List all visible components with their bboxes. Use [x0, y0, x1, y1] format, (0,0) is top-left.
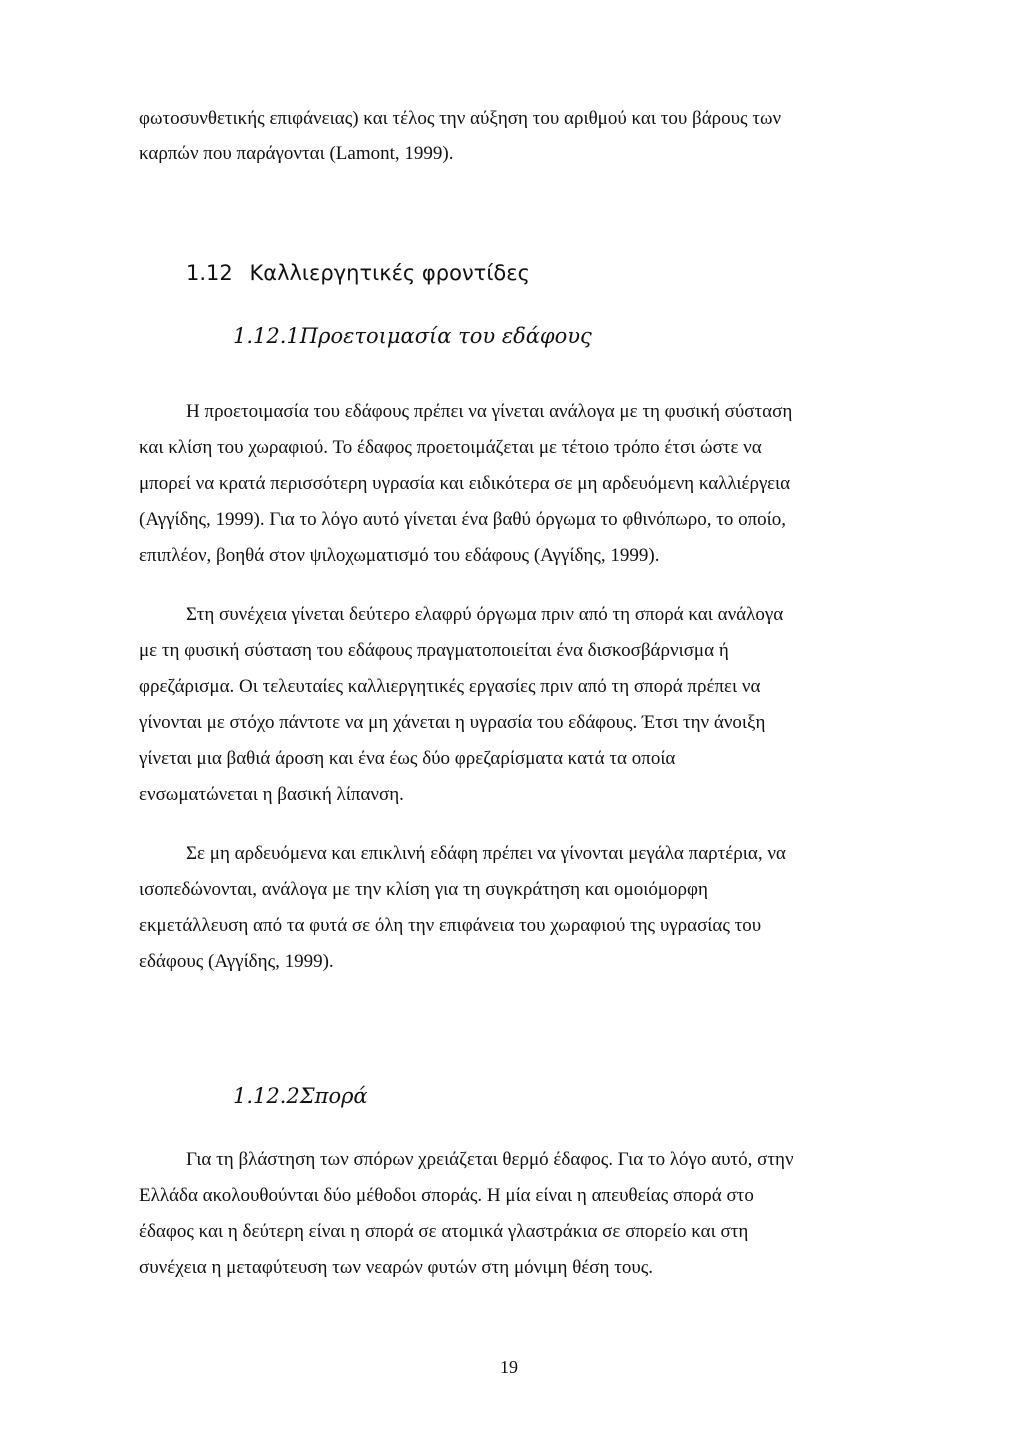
page-number: 19 — [500, 1357, 518, 1377]
para4-line-1: Για τη βλάστηση των σπόρων χρειάζεται θερμό έδαφος. Για το λόγο αυτό, στην — [186, 1149, 794, 1170]
para4-line-4: συνέχεια η μεταφύτευση των νεαρών φυτών στη μόνιμη θέση τους. — [139, 1257, 654, 1278]
intro-line-1: φωτοσυνθετικής επιφάνειας) και τέλος την αύξηση του αριθμού και του βάρους των — [139, 108, 782, 129]
subsection-2-heading — [233, 1082, 368, 1110]
para3-line-3: εκμετάλλευση από τα φυτά σε όλη την επιφάνεια του χωραφιού της υγρασίας του — [139, 915, 762, 936]
section-heading — [186, 259, 530, 287]
subsection-2-number: 1.12.2 — [233, 1084, 300, 1108]
intro-line-2: καρπών που παράγονται (Lamont, 1999). — [139, 143, 454, 164]
para4-line-3: έδαφος και η δεύτερη είναι η σπορά σε ατομικά γλαστράκια σε σπορείο και στη — [139, 1221, 749, 1242]
para2-line-2: με τη φυσική σύσταση του εδάφους πραγματοποιείται ένα δισκοσβάρνισμα ή — [139, 640, 729, 661]
section-title: Καλλιεργητικές φροντίδες — [249, 261, 530, 285]
para2-line-5: γίνεται μια βαθιά άροση και ένα έως δύο φρεζαρίσματα κατά τα οποία — [139, 748, 676, 769]
para3-line-1: Σε μη αρδευόμενα και επικλινή εδάφη πρέπει να γίνονται μεγάλα παρτέρια, να — [186, 843, 786, 864]
para2-line-1: Στη συνέχεια γίνεται δεύτερο ελαφρύ όργωμα πριν από τη σπορά και ανάλογα — [186, 604, 784, 625]
para1-line-3: μπορεί να κρατά περισσότερη υγρασία και ειδικότερα σε μη αρδευόμενη καλλιέργεια — [139, 473, 791, 494]
subsection-1-number: 1.12.1 — [233, 324, 300, 348]
para1-line-2: και κλίση του χωραφιού. Το έδαφος προετοιμάζεται με τέτοιο τρόπο έτσι ώστε να — [139, 437, 762, 458]
subsection-1-title: Προετοιμασία του εδάφους — [299, 324, 592, 348]
para1-line-4: (Αγγίδης, 1999). Για το λόγο αυτό γίνεται ένα βαθύ όργωμα το φθινόπωρο, το οποίο, — [139, 509, 787, 530]
para1-line-5: επιπλέον, βοηθά στον ψιλοχωματισμό του εδάφους (Αγγίδης, 1999). — [139, 545, 660, 566]
subsection-2-title: Σπορά — [299, 1084, 368, 1108]
para1-line-1: Η προετοιμασία του εδάφους πρέπει να γίνεται ανάλογα με τη φυσική σύσταση — [186, 401, 793, 422]
section-number: 1.12 — [186, 261, 233, 285]
subsection-1-heading — [233, 322, 592, 350]
para2-line-3: φρεζάρισμα. Οι τελευταίες καλλιεργητικές εργασίες πριν από τη σπορά πρέπει να — [139, 676, 761, 697]
para2-line-6: ενσωματώνεται η βασική λίπανση. — [139, 784, 404, 805]
para3-line-4: εδάφους (Αγγίδης, 1999). — [139, 951, 334, 972]
para2-line-4: γίνονται με στόχο πάντοτε να μη χάνεται η υγρασία του εδάφους. Έτσι την άνοιξη — [139, 712, 766, 733]
para4-line-2: Ελλάδα ακολουθούνται δύο μέθοδοι σποράς. Η μία είναι η απευθείας σπορά στο — [139, 1185, 754, 1206]
para3-line-2: ισοπεδώνονται, ανάλογα με την κλίση για τη συγκράτηση και ομοιόμορφη — [139, 879, 708, 900]
